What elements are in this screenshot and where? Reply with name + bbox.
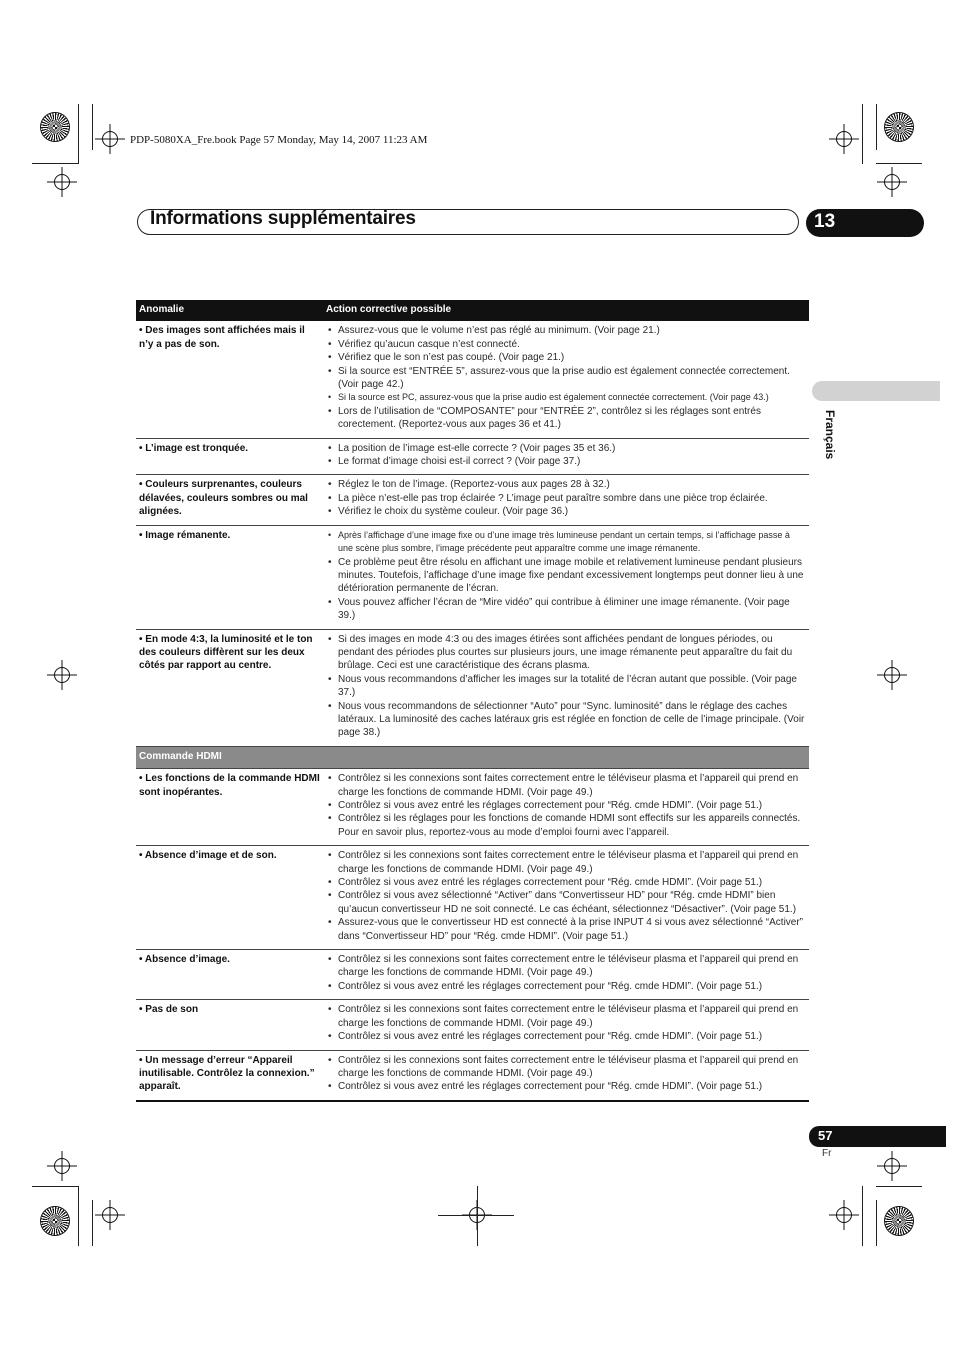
page-number: 57 [818,1128,833,1143]
action-item: • Réglez le ton de l’image. (Reportez-vous aux pages 28 à 32.) [326,478,806,491]
action-cell [323,1000,809,1050]
section-header-row [136,746,809,768]
table-row [136,321,809,438]
registration-mark-icon [884,1158,900,1174]
action-cell [323,629,809,746]
crop-line [876,1200,877,1246]
action-item: • Assurez-vous que le volume n’est pas réglé au minimum. (Voir page 21.) [326,324,806,337]
problem-cell: • En mode 4:3, la luminosité et le ton des couleurs diffèrent sur les deux côtés par rapport au centre. [136,629,323,746]
action-item: • Contrôlez si vous avez entré les réglages correctement pour “Rég. cmde HDMI”. (Voir page 51.) [326,980,806,993]
action-item: • Contrôlez si les connexions sont faites correctement entre le téléviseur plasma et l’appareil qui prend en charge les fonctions de commande HDMI. (Voir page 49.) [326,1054,806,1081]
registration-mark-icon [54,667,70,683]
action-item: • Si la source est “ENTRÉE 5”, assurez-vous que la prise audio est également connectée correctement. (Voir page 42.) [326,365,806,392]
action-item: • Si la source est PC, assurez-vous que la prise audio est également connectée correctement. (Voir page 43.) [326,391,806,404]
table-row [136,1000,809,1050]
problem-cell: • Absence d’image. [136,950,323,1000]
language-side-tab [812,381,940,401]
bottom-left-target-icon [41,1207,69,1235]
page-language: Fr [822,1148,832,1159]
registration-mark-icon [884,174,900,190]
table-header-row [136,300,809,321]
action-item: • Nous vous recommandons de sélectionner “Auto” pour “Sync. luminosité” dans le réglage des caches latéraux. La luminosité des caches latéraux gris est réglée en fonction de celle de l’image principale. (Voir page 38.) [326,700,806,740]
crop-line [78,1186,79,1246]
action-item: • Contrôlez si vous avez entré les réglages correctement pour “Rég. cmde HDMI”. (Voir page 51.) [326,1030,806,1043]
chapter-title: Informations supplémentaires [150,208,416,229]
action-cell [323,950,809,1000]
action-item: • Contrôlez si vous avez entré les réglages correctement pour “Rég. cmde HDMI”. (Voir page 51.) [326,876,806,889]
problem-cell: • L’image est tronquée. [136,438,323,475]
problem-cell: • Des images sont affichées mais il n’y a pas de son. [136,321,323,438]
problem-cell: • Pas de son [136,1000,323,1050]
action-item: • Contrôlez si les connexions sont faites correctement entre le téléviseur plasma et l’appareil qui prend en charge les fonctions de commande HDMI. (Voir page 49.) [326,1003,806,1030]
chapter-number-badge [806,209,924,237]
registration-mark-icon [836,131,852,147]
action-item: • Contrôlez si les réglages pour les fonctions de comande HDMI sont effectifs sur les appareils connectés. Pour en savoir plus, reportez-vous au mode d’emploi fourni avec l’appareil. [326,812,806,839]
registration-mark-icon [54,174,70,190]
problem-cell: • Les fonctions de la commande HDMI sont inopérantes. [136,769,323,846]
top-right-target-icon [885,113,913,141]
action-item: • Contrôlez si vous avez entré les réglages correctement pour “Rég. cmde HDMI”. (Voir page 51.) [326,1080,806,1093]
chapter-number: 13 [814,211,836,232]
registration-mark-icon [836,1207,852,1223]
crop-line [92,1200,93,1246]
crop-line [438,1215,514,1216]
crop-line [862,1186,863,1246]
action-cell [323,769,809,846]
table-row [136,846,809,950]
action-item: • Vérifiez que le son n’est pas coupé. (Voir page 21.) [326,351,806,364]
action-item: • La position de l’image est-elle correcte ? (Voir pages 35 et 36.) [326,442,806,455]
crop-line [477,1186,478,1246]
action-item: • Contrôlez si vous avez entré les réglages correctement pour “Rég. cmde HDMI”. (Voir page 51.) [326,799,806,812]
section-title: Commande HDMI [136,746,809,768]
header-action: Action corrective possible [323,300,809,321]
action-item: • Le format d’image choisi est-il correct ? (Voir page 37.) [326,455,806,468]
action-item: • Ce problème peut être résolu en affichant une image mobile et relativement lumineuse pendant plusieurs minutes. Toutefois, l’affichage d’une image fixe pendant excessivement longtemps peut donner lieu à une détérioration permanente de l’écran. [326,556,806,596]
action-item: • Assurez-vous que le convertisseur HD est connecté à la prise INPUT 4 si vous avez sélectionné “Activer” dans “Convertisseur HD” pour “Rég. cmde HDMI”. (Voir page 51.) [326,916,806,943]
action-cell [323,1050,809,1101]
action-item: • Contrôlez si les connexions sont faites correctement entre le téléviseur plasma et l’appareil qui prend en charge les fonctions de commande HDMI. (Voir page 49.) [326,953,806,980]
registration-mark-icon [54,1158,70,1174]
action-item: • Lors de l’utilisation de “COMPOSANTE” pour “ENTRÉE 2”, contrôlez si les réglages sont entrés corectement. (Reportez-vous aux pages 36 et 41.) [326,405,806,432]
table-row [136,1050,809,1101]
table-row [136,438,809,475]
troubleshooting-table [136,300,809,1102]
action-item: • Contrôlez si les connexions sont faites correctement entre le téléviseur plasma et l’appareil qui prend en charge les fonctions de commande HDMI. (Voir page 49.) [326,772,806,799]
table-row [136,629,809,746]
action-cell [323,321,809,438]
action-item: • Si des images en mode 4:3 ou des images étirées sont affichées pendant de longues périodes, ou pendant des périodes plus courtes sur plusieurs jours, une image rémanente peut apparaître du fait du brûlage. Ceci est une caractéristique des écrans plasma. [326,633,806,673]
crop-line [32,1186,78,1187]
action-cell [323,525,809,629]
problem-cell: • Absence d’image et de son. [136,846,323,950]
problem-cell: • Un message d’erreur “Appareil inutilisable. Contrôlez la connexion.” apparaît. [136,1050,323,1101]
action-item: • Contrôlez si les connexions sont faites correctement entre le téléviseur plasma et l’appareil qui prend en charge les fonctions de commande HDMI. (Voir page 49.) [326,849,806,876]
table-row [136,525,809,629]
table-row [136,769,809,846]
action-item: • Vous pouvez afficher l’écran de “Mire vidéo” qui contribue à éliminer une image rémanente. (Voir page 39.) [326,596,806,623]
problem-cell: • Couleurs surprenantes, couleurs délavées, couleurs sombres ou mal alignées. [136,475,323,525]
bottom-right-target-icon [885,1207,913,1235]
crop-line [32,163,78,164]
action-item: • Contrôlez si vous avez sélectionné “Activer” dans “Convertisseur HD” pour “Rég. cmde HDMI” bien qu’aucun convertisseur HD ne soit connecté. Le cas échéant, sélectionnez “Désactiver”. (Voir page 51.) [326,889,806,916]
header-problem: Anomalie [136,300,323,321]
registration-mark-icon [884,667,900,683]
crop-line [876,104,877,150]
action-cell [323,438,809,475]
language-label: Français [823,410,837,460]
action-item: • Nous vous recommandons d’afficher les images sur la totalité de l’écran autant que possible. (Voir page 37.) [326,673,806,700]
registration-mark-icon [102,1207,118,1223]
table-row [136,950,809,1000]
action-item: • La pièce n’est-elle pas trop éclairée ? L’image peut paraître sombre dans une pièce trop éclairée. [326,492,806,505]
action-cell [323,846,809,950]
problem-cell: • Image rémanente. [136,525,323,629]
table-row [136,475,809,525]
top-left-target-icon [41,113,69,141]
crop-line [862,104,863,164]
registration-mark-icon [102,131,118,147]
action-item: • Après l’affichage d’une image fixe ou d’une image très lumineuse pendant un certain temps, si l’affichage passe à une scène plus sombre, l’image précédente peut apparaître comme une image rémanente. [326,529,806,556]
book-header: PDP-5080XA_Fre.book Page 57 Monday, May 14, 2007 11:23 AM [130,134,428,146]
crop-line [876,163,922,164]
crop-line [92,104,93,150]
action-item: • Vérifiez qu’aucun casque n’est connecté. [326,338,806,351]
crop-line [78,104,79,164]
action-cell [323,475,809,525]
crop-line [876,1186,922,1187]
action-item: • Vérifiez le choix du système couleur. (Voir page 36.) [326,505,806,518]
